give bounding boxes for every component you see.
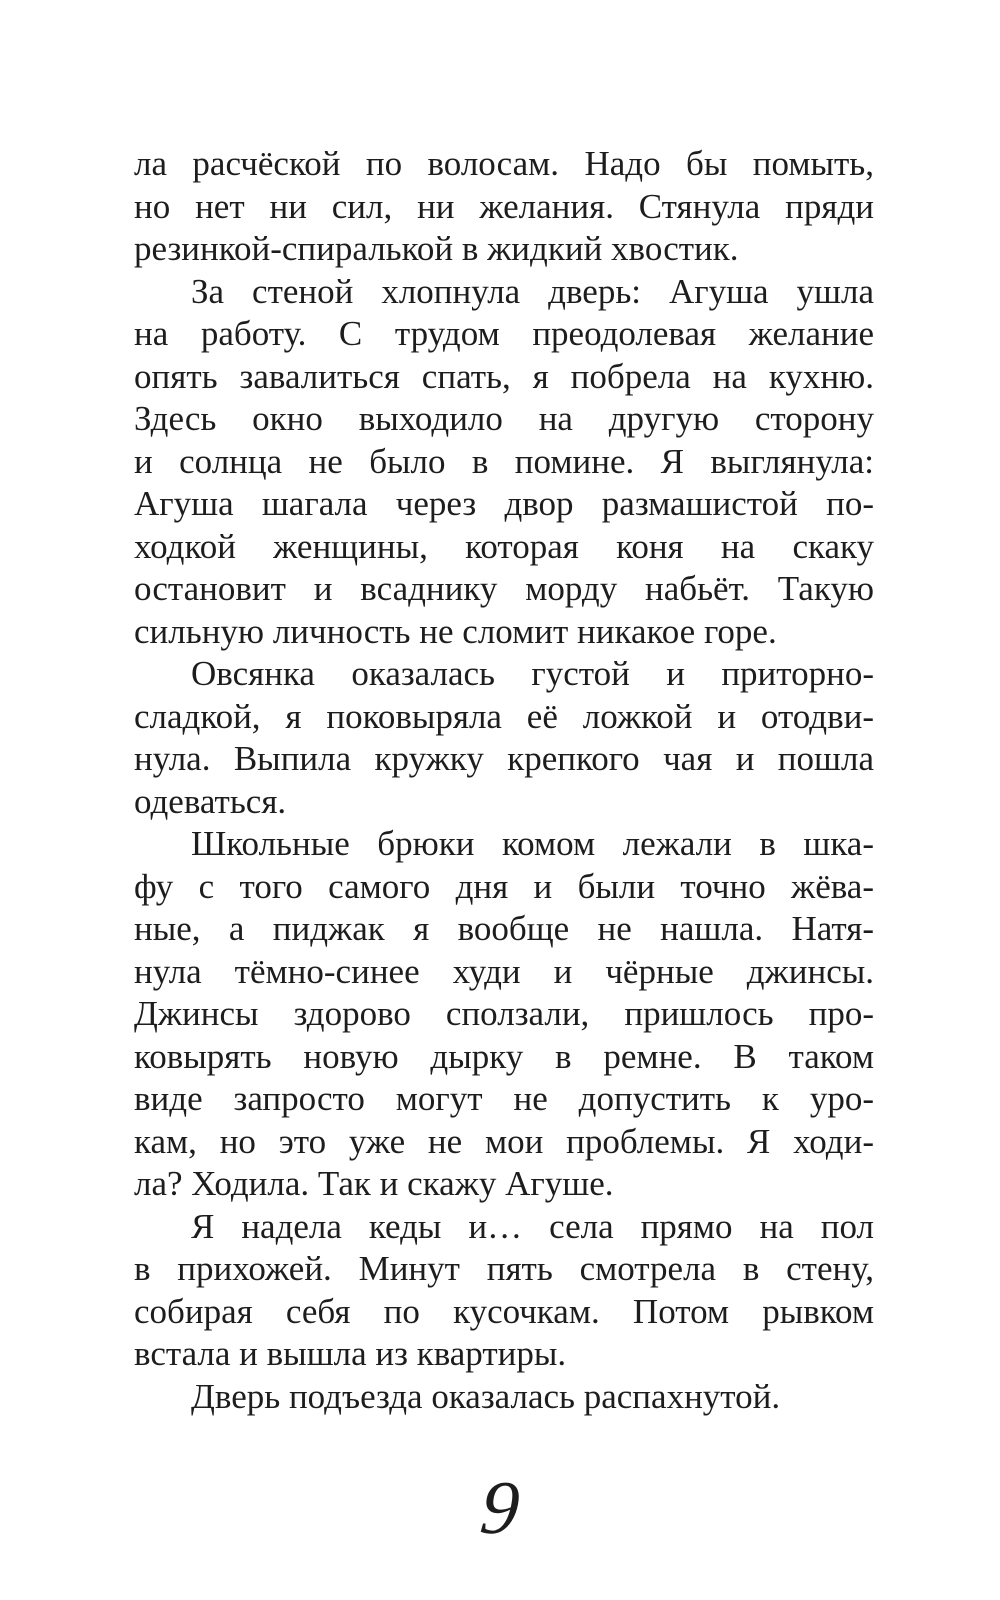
paragraph (134, 823, 874, 1206)
text-line: одеваться. (134, 781, 287, 821)
text-line: остановит и всаднику морду набьёт. Такую (134, 569, 874, 608)
text-line: ходкой женщины, которая коня на скаку (134, 526, 874, 566)
text-line: ла расчёской по волосам. Надо бы помыть, (134, 144, 874, 183)
text-line: Джинсы здорово сползали, пришлось про- (134, 994, 874, 1033)
text-line: ковырять новую дырку в ремне. В таком (134, 1036, 874, 1076)
text-line: Школьные брюки комом лежали в шка- (191, 824, 874, 863)
text-line: сильную личность не сломит никакое горе. (134, 611, 777, 651)
text-line: За стеной хлопнула дверь: Агуша ушла (191, 271, 874, 311)
body-text (134, 143, 874, 1418)
text-line: ла? Ходила. Так и скажу Агуше. (134, 1164, 614, 1203)
text-line: опять завалиться спать, я побрела на кухню. (134, 356, 874, 396)
text-line: на работу. С трудом преодолевая желание (134, 314, 874, 353)
paragraph (134, 143, 874, 271)
text-line: Дверь подъезда оказалась распахнутой. (191, 1376, 781, 1416)
text-line: собирая себя по кусочкам. Потом рывком (134, 1291, 874, 1331)
text-line: Овсянка оказалась густой и приторно- (191, 654, 874, 693)
page-number: 9 (476, 1466, 524, 1550)
paragraph (134, 1206, 874, 1376)
text-line: Я надела кеды и… села прямо на пол (191, 1206, 874, 1246)
text-line: кам, но это уже не мои проблемы. Я ходи- (134, 1121, 874, 1161)
text-line: фу с того самого дня и были точно жёва- (134, 866, 874, 906)
text-line: виде запросто могут не допустить к уро- (134, 1079, 874, 1118)
text-line: сладкой, я поковыряла её ложкой и отодви- (134, 696, 874, 736)
text-line: встала и вышла из квартиры. (134, 1334, 567, 1373)
text-line: но нет ни сил, ни желания. Стянула пряди (134, 186, 874, 226)
text-line: нула. Выпила кружку крепкого чая и пошла (134, 739, 874, 778)
text-line: Агуша шагала через двор размашистой по- (134, 484, 874, 523)
text-line: и солнца не было в помине. Я выглянула: (134, 441, 874, 481)
text-line: в прихожей. Минут пять смотрела в стену, (134, 1249, 874, 1288)
text-line: Здесь окно выходило на другую сторону (134, 399, 874, 438)
text-line: ные, а пиджак я вообще не нашла. Натя- (134, 909, 874, 948)
paragraph (134, 1376, 874, 1419)
paragraph (134, 271, 874, 654)
text-line: нула тёмно-синее худи и чёрные джинсы. (134, 951, 874, 991)
paragraph (134, 653, 874, 823)
text-line: резинкой-спиралькой в жидкий хвостик. (134, 229, 739, 268)
